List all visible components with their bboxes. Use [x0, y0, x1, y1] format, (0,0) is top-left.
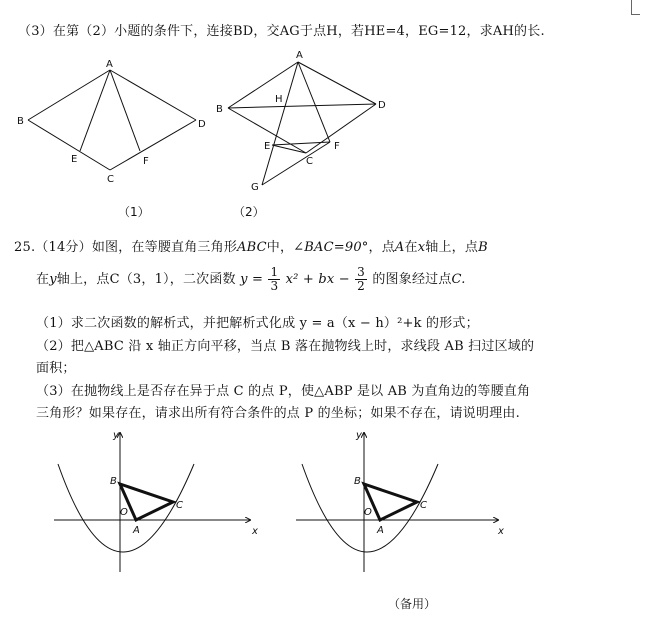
graph1-label-x: x	[252, 526, 258, 537]
graph2-caption: （备用）	[388, 597, 437, 611]
graph1-label-c: C	[176, 500, 183, 511]
frac1-num: 1	[270, 265, 279, 279]
graph1-label-y: y	[113, 430, 119, 441]
q25-axis-x: x	[417, 240, 426, 255]
graph2-label-o: O	[364, 507, 372, 518]
q25-sub2b: 面积；	[36, 361, 76, 376]
q25-sub2a: （2）把△ABC 沿 x 轴正方向平移，当点 B 落在抛物线上时，求线段 AB 扫过区域的	[36, 339, 535, 354]
fig2-label-c: C	[306, 156, 313, 167]
q25-abc: ABC	[237, 240, 267, 255]
q25-pt-c: C.	[451, 272, 466, 287]
q25-header-mid3: 在	[404, 240, 418, 255]
q25-header-pre: 25.（14分）如图，在等腰直角三角形	[14, 240, 238, 255]
fig2-label-b: B	[216, 104, 223, 115]
graph2-label-a: A	[377, 525, 384, 536]
fig2-caption: （2）	[233, 205, 265, 219]
q25-line2-a: 轴上，点	[56, 272, 110, 287]
q25-func-y: y =	[240, 272, 264, 287]
q25-line2-post: 的图象经过点	[372, 272, 452, 287]
q25-pt-c-label: C（3，1），二次函数	[109, 272, 236, 287]
q25-header-post: 轴上，点	[425, 240, 479, 255]
q24-part3-text: （3）在第（2）小题的条件下，连接BD，交AG于点H，若HE=4，EG=12，求AH的长.	[18, 24, 545, 39]
q25-sub3a: （3）在抛物线上是否存在异于点 C 的点 P，使△ABP 是以 AB 为直角边的等腰直角	[36, 384, 531, 399]
graph2-label-y: y	[356, 430, 362, 441]
graph1-label-o: O	[120, 507, 128, 518]
graph-1	[54, 430, 258, 572]
fig2-label-a: A	[296, 50, 303, 61]
q25-sub3b: 三角形？如果存在，请求出所有符合条件的点 P 的坐标；如果不存在，请说明理由.	[36, 406, 520, 421]
fig1-label-a: A	[106, 59, 113, 70]
graph2-label-c: C	[420, 500, 427, 511]
q25-pt-a: A	[394, 240, 405, 255]
graph2-label-x: x	[498, 526, 504, 537]
graph-2	[296, 430, 504, 572]
fig2-label-f: F	[334, 141, 340, 152]
graph2-triangle-abc	[364, 484, 417, 520]
q25-header-mid: 中，	[266, 240, 294, 255]
fig1-label-f: F	[143, 156, 149, 167]
fig2-label-g: G	[251, 182, 259, 193]
graph1-label-b: B	[110, 476, 117, 487]
q25-axis-y: y	[49, 272, 57, 287]
q25-header-mid2: ，点	[368, 240, 395, 255]
fig2-label-h: H	[275, 94, 283, 105]
graph1-triangle-abc	[120, 484, 173, 520]
fig1-label-c: C	[107, 174, 114, 185]
q25-func-mid: x² + bx −	[285, 272, 350, 287]
q25-sub1: （1）求二次函数的解析式，并把解析式化成 y = a（x − h）²+k 的形式；	[36, 316, 479, 331]
graph1-label-a: A	[133, 525, 140, 536]
frac1-den: 3	[270, 279, 279, 293]
fig2-label-e: E	[264, 141, 271, 152]
frac2-num: 3	[357, 265, 365, 279]
fig1-label-d: D	[198, 119, 206, 130]
fig1-label-e: E	[71, 154, 78, 165]
q25-line2-pre: 在	[36, 272, 50, 287]
fig1-caption: （1）	[118, 205, 150, 219]
fig1-label-b: B	[17, 116, 24, 127]
fig2-label-d: D	[378, 100, 386, 111]
q25-angle: ∠BAC=90°	[293, 240, 369, 255]
frac2-den: 2	[357, 279, 365, 293]
q25-pt-b: B	[478, 240, 488, 255]
graph2-label-b: B	[354, 476, 361, 487]
